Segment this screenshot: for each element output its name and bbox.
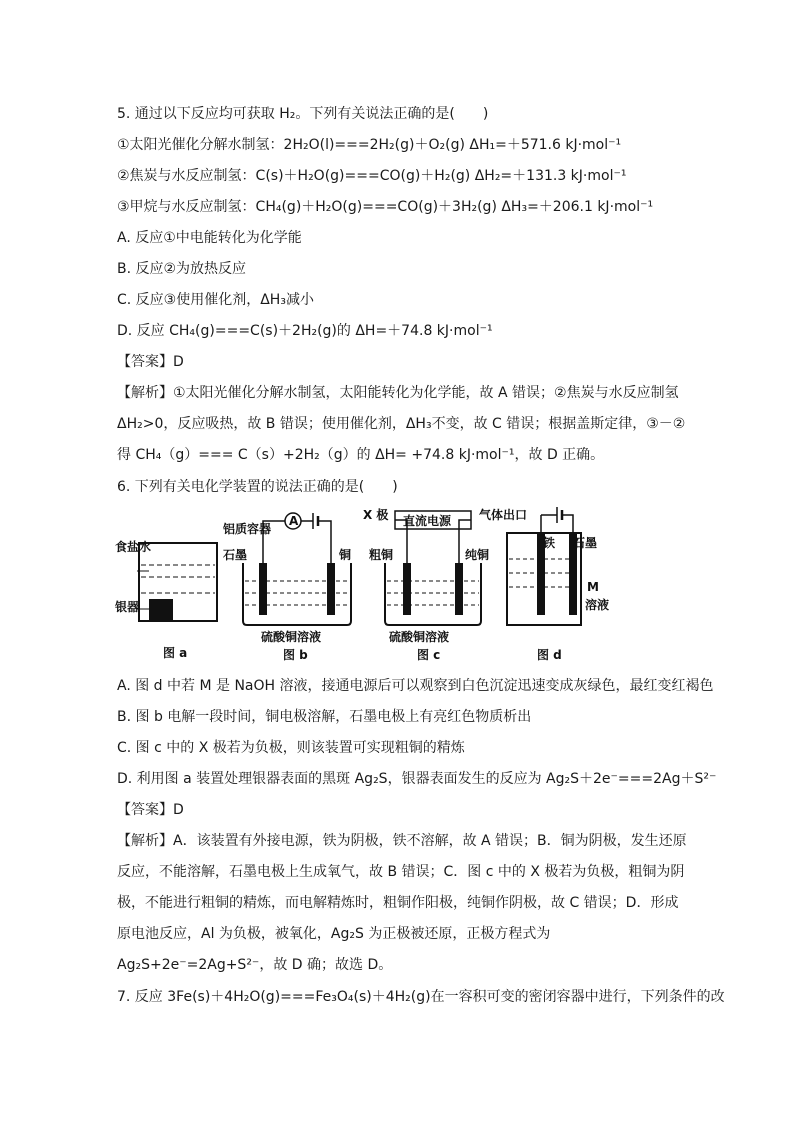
fig-b-right-label: 铜 — [339, 548, 352, 562]
crude-copper-electrode — [403, 563, 411, 615]
fig-a-container-label: 铝质容器 — [223, 522, 272, 536]
fig-d-caption: 图 d — [537, 648, 562, 662]
fig-c-solution-label: 硫酸铜溶液 — [389, 630, 450, 644]
fig-d-graphite-label: 石墨 — [573, 536, 598, 550]
q6-option-b: B. 图 b 电解一段时间，铜电极溶解，石墨电极上有亮红色物质析出 — [117, 709, 532, 725]
q6-answer: 【答案】D — [117, 802, 184, 818]
q6-option-d: D. 利用图 a 装置处理银器表面的黑斑 Ag₂S，银器表面发生的反应为 Ag₂S＋2e⁻===2Ag＋S²⁻ — [117, 771, 717, 787]
fig-a-silver-label: 银器 — [115, 600, 140, 614]
fig-c-xpole-label: X 极 — [363, 508, 389, 522]
fig-c-power-label: 直流电源 — [403, 514, 452, 528]
q5-reaction-1: ①太阳光催化分解水制氢：2H₂O(l)===2H₂(g)＋O₂(g) ΔH₁=＋571.6 kJ·mol⁻¹ — [117, 137, 622, 153]
fig-d-gas-label: 气体出口 — [479, 508, 528, 522]
figure-d — [479, 507, 609, 662]
q7-stem: 7. 反应 3Fe(s)＋4H₂O(g)===Fe₃O₄(s)＋4H₂(g)在一容积可变的密闭容器中进行，下列条件的改 — [117, 989, 725, 1005]
fig-a-caption: 图 a — [163, 646, 188, 660]
pure-copper-electrode — [455, 563, 463, 615]
q5-answer: 【答案】D — [117, 354, 184, 370]
electrochemistry-figure — [113, 503, 693, 668]
copper-electrode — [327, 563, 335, 615]
figure-c — [363, 507, 489, 662]
fig-d-solution-label: 溶液 — [585, 598, 610, 612]
fig-b-solution-label: 硫酸铜溶液 — [261, 630, 322, 644]
fig-b-caption: 图 b — [283, 648, 308, 662]
q6-analysis: 【解析】A．该装置有外接电源，铁为阴极，铁不溶解，故 A 错误；B．铜为阴极，发生还原反应，不能溶解，石墨电极上生成氧气，故 B 错误；C．图 c 中的 X 极若为负极，粗铜为阴极，不能进行粗铜的精炼，而电解精炼时，粗铜作阳极，纯铜作阴极，故 C 错误；D．形成原电池反应，Al 为负极，被氧化，Ag₂S 为正极被还原，正极方程式为 Ag₂S+2e⁻=2Ag+S²⁻，故 D 确；故选 D。 — [117, 833, 687, 973]
fig-c-left-label: 粗铜 — [369, 548, 394, 562]
fig-b-left-label: 石墨 — [223, 548, 248, 562]
fig-d-iron-label: 铁 — [543, 536, 556, 550]
q5-option-a: A. 反应①中电能转化为化学能 — [117, 230, 302, 246]
fig-c-right-label: 纯铜 — [465, 548, 490, 562]
q6-option-a: A. 图 d 中若 M 是 NaOH 溶液，接通电源后可以观察到白色沉淀迅速变成灰绿色，最红变红褐色 — [117, 678, 714, 694]
silverware-block — [149, 599, 173, 621]
q5-analysis: 【解析】①太阳光催化分解水制氢，太阳能转化为化学能，故 A 错误；②焦炭与水反应制氢 ΔH₂>0，反应吸热，故 B 错误；使用催化剂，ΔH₃不变，故 C 错误；根据盖斯定律，③－②得 CH₄（g）=== C（s）+2H₂（g）的 ΔH= +74.8 kJ·mol⁻¹，故 D 正确。 — [117, 385, 686, 463]
graphite-electrode — [259, 563, 267, 615]
q5-stem: 5. 通过以下反应均可获取 H₂。下列有关说法正确的是( ) — [117, 106, 489, 122]
fig-c-caption: 图 c — [417, 648, 441, 662]
q5-option-b: B. 反应②为放热反应 — [117, 261, 247, 277]
q5-option-d: D. 反应 CH₄(g)===C(s)＋2H₂(g)的 ΔH=＋74.8 kJ·mol⁻¹ — [117, 323, 493, 339]
fig-a-salt-label: 食盐水 — [115, 540, 152, 554]
q6-stem: 6. 下列有关电化学装置的说法正确的是( ) — [117, 479, 398, 495]
fig-d-m-label: M — [587, 580, 599, 594]
fig-b-meter-label: A — [289, 514, 299, 528]
q5-reaction-3: ③甲烷与水反应制氢：CH₄(g)＋H₂O(g)===CO(g)＋3H₂(g) ΔH₃=＋206.1 kJ·mol⁻¹ — [117, 199, 654, 215]
figure-a — [115, 521, 271, 660]
q6-option-c: C. 图 c 中的 X 极若为负极，则该装置可实现粗铜的精炼 — [117, 740, 465, 756]
q5-option-c: C. 反应③使用催化剂，ΔH₃减小 — [117, 292, 314, 308]
q5-reaction-2: ②焦炭与水反应制氢：C(s)＋H₂O(g)===CO(g)＋H₂(g) ΔH₂=＋131.3 kJ·mol⁻¹ — [117, 168, 627, 184]
